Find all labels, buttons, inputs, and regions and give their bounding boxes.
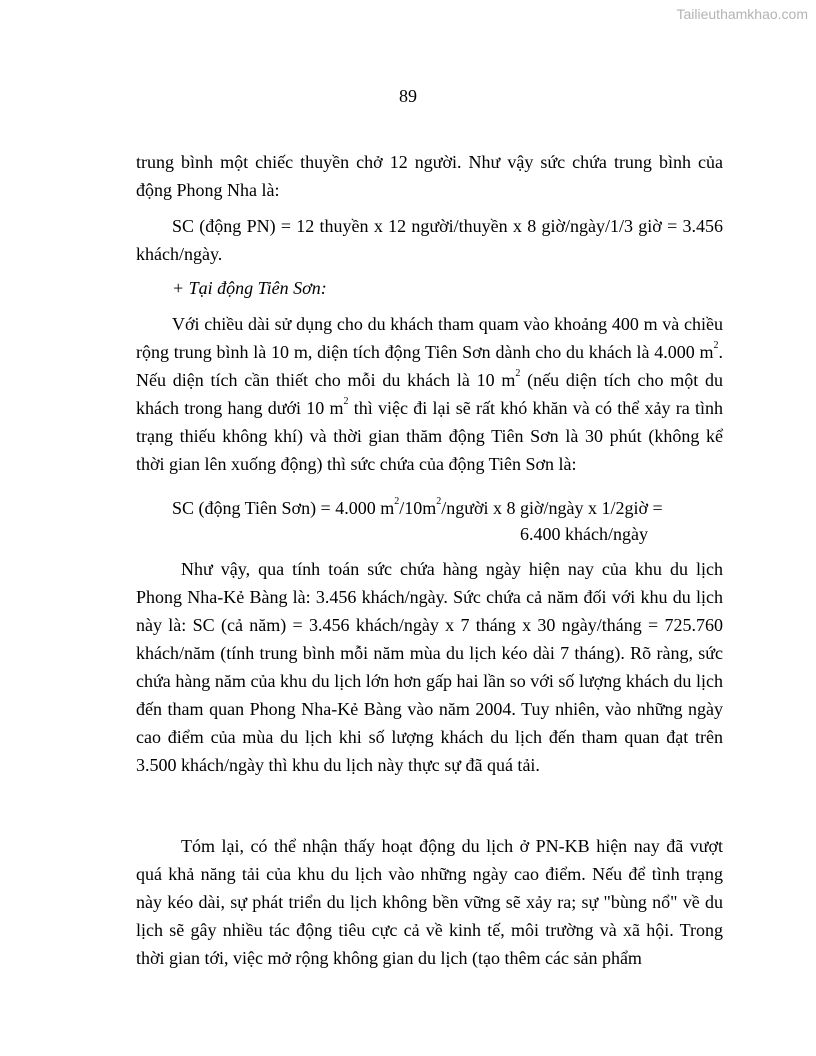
paragraph-3-part-d: thì việc đi lại sẽ rất khó khăn và có thể xảy ra tình trạng thiếu không khí) và thời gian thăm động Tiên Sơn là 30 phút (không kể thời gian lên xuống động) thì sức chứa của động Tiên Sơn là: xyxy=(136,398,723,474)
superscript: 2 xyxy=(436,496,442,507)
formula-part-a: SC (động Tiên Sơn) = 4.000 m xyxy=(172,498,395,518)
superscript: 2 xyxy=(713,340,719,351)
formula-part-c: /người x 8 giờ/ngày x 1/2giờ = xyxy=(441,498,663,518)
paragraph-3 xyxy=(136,310,723,478)
watermark: Tailieuthamkhao.com xyxy=(676,6,808,22)
paragraph-3-part-c: (nếu diện tích cho một du khách trong hang dưới 10 m xyxy=(136,370,723,418)
superscript: 2 xyxy=(394,496,400,507)
section-heading: + Tại động Tiên Sơn: xyxy=(172,278,327,298)
superscript: 2 xyxy=(515,368,521,379)
page-number: 89 xyxy=(399,86,417,106)
formula-result: 6.400 khách/ngày xyxy=(520,524,648,544)
paragraph-1: trung bình một chiếc thuyền chở 12 người. Như vậy sức chứa trung bình của động Phong Nha là: xyxy=(136,152,723,200)
paragraph-4: Như vậy, qua tính toán sức chứa hàng ngày hiện nay của khu du lịch Phong Nha-Kẻ Bàng là: 3.456 khách/ngày. Sức chứa cả năm đối với khu du lịch này là: SC (cả năm) = 3.456 khách/ngày x 7 tháng x 30 ngày/tháng = 725.760 khách/năm (tính trung bình mỗi năm mùa du lịch kéo dài 7 tháng). Rõ ràng, sức chứa hàng năm của khu du lịch lớn hơn gấp hai lần so với số lượng khách du lịch đến tham quan Phong Nha-Kẻ Bàng vào năm 2004. Tuy nhiên, vào những ngày cao điểm của mùa du lịch khi số lượng khách du lịch đến tham quan đạt trên 3.500 khách/ngày thì khu du lịch này thực sự đã quá tải. xyxy=(136,559,723,775)
paragraph-3-part-b: . Nếu diện tích cần thiết cho mỗi du khách là 10 m xyxy=(136,342,723,390)
superscript: 2 xyxy=(343,396,349,407)
paragraph-3-part-a: Với chiều dài sử dụng cho du khách tham quam vào khoảng 400 m và chiều rộng trung bình là 10 m, diện tích động Tiên Sơn dành cho du khách là 4.000 m xyxy=(136,314,723,362)
formula-line xyxy=(136,494,723,522)
paragraph-5: Tóm lại, có thể nhận thấy hoạt động du lịch ở PN-KB hiện nay đã vượt quá khả năng tải của khu du lịch vào những ngày cao điểm. Nếu để tình trạng này kéo dài, sự phát triển du lịch không bền vững sẽ xảy ra; sự "bùng nổ" về du lịch sẽ gây nhiều tác động tiêu cực cả về kinh tế, môi trường và xã hội. Trong thời gian tới, việc mở rộng không gian du lịch (tạo thêm các sản phẩm xyxy=(136,836,723,968)
paragraph-2: SC (động PN) = 12 thuyền x 12 người/thuyền x 8 giờ/ngày/1/3 giờ = 3.456 khách/ngày. xyxy=(136,216,723,264)
formula-part-b: /10m xyxy=(399,498,437,518)
